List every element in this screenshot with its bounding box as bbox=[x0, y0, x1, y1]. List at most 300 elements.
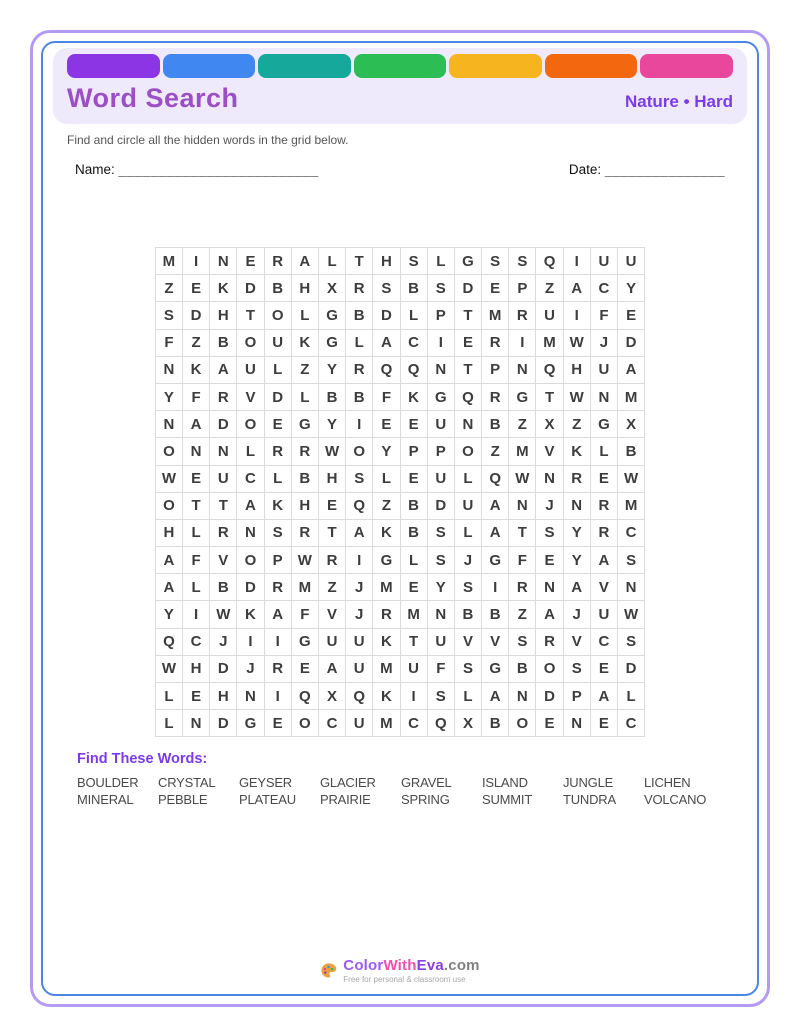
grid-cell-r5c12: T bbox=[454, 356, 481, 383]
grid-cell-r17c1: L bbox=[155, 682, 182, 709]
grid-cell-r7c17: G bbox=[590, 410, 617, 437]
grid-cell-r12c2: F bbox=[182, 546, 209, 573]
grid-cell-r6c9: F bbox=[372, 383, 399, 410]
grid-cell-r4c7: G bbox=[318, 329, 345, 356]
fields-row bbox=[75, 162, 725, 177]
grid-cell-r7c10: E bbox=[400, 410, 427, 437]
grid-cell-r17c14: N bbox=[508, 682, 535, 709]
word-search-grid bbox=[155, 247, 645, 737]
grid-cell-r2c13: E bbox=[481, 274, 508, 301]
grid-cell-r6c16: W bbox=[563, 383, 590, 410]
grid-cell-r18c8: U bbox=[345, 709, 372, 736]
grid-cell-r3c18: E bbox=[617, 301, 644, 328]
grid-cell-r7c16: Z bbox=[563, 410, 590, 437]
grid-cell-r2c10: B bbox=[400, 274, 427, 301]
grid-cell-r14c7: V bbox=[318, 600, 345, 627]
grid-cell-r10c12: U bbox=[454, 492, 481, 519]
color-pill-4 bbox=[354, 54, 447, 78]
grid-cell-r10c11: D bbox=[427, 492, 454, 519]
grid-cell-r12c12: J bbox=[454, 546, 481, 573]
grid-cell-r3c16: I bbox=[563, 301, 590, 328]
name-blank-line: _________________________ bbox=[118, 162, 319, 177]
grid-cell-r16c10: U bbox=[400, 655, 427, 682]
grid-cell-r8c9: Y bbox=[372, 437, 399, 464]
grid-cell-r17c6: Q bbox=[291, 682, 318, 709]
word-list-item: GEYSER bbox=[239, 775, 292, 791]
grid-cell-r7c7: Y bbox=[318, 410, 345, 437]
grid-cell-r13c12: S bbox=[454, 573, 481, 600]
grid-cell-r18c17: E bbox=[590, 709, 617, 736]
grid-cell-r7c14: Z bbox=[508, 410, 535, 437]
grid-cell-r1c9: H bbox=[372, 247, 399, 274]
grid-cell-r10c2: T bbox=[182, 492, 209, 519]
footer bbox=[43, 957, 757, 984]
grid-cell-r10c4: A bbox=[236, 492, 263, 519]
grid-cell-r17c4: N bbox=[236, 682, 263, 709]
grid-cell-r13c5: R bbox=[264, 573, 291, 600]
grid-cell-r9c10: E bbox=[400, 465, 427, 492]
grid-cell-r15c3: J bbox=[209, 628, 236, 655]
grid-cell-r11c8: A bbox=[345, 519, 372, 546]
grid-cell-r11c6: R bbox=[291, 519, 318, 546]
grid-cell-r11c18: C bbox=[617, 519, 644, 546]
grid-cell-r17c2: E bbox=[182, 682, 209, 709]
grid-cell-r5c2: K bbox=[182, 356, 209, 383]
grid-cell-r9c1: W bbox=[155, 465, 182, 492]
grid-cell-r9c13: Q bbox=[481, 465, 508, 492]
grid-cell-r16c18: D bbox=[617, 655, 644, 682]
grid-cell-r6c17: N bbox=[590, 383, 617, 410]
grid-cell-r8c8: O bbox=[345, 437, 372, 464]
grid-cell-r4c16: W bbox=[563, 329, 590, 356]
grid-cell-r11c4: N bbox=[236, 519, 263, 546]
grid-cell-r15c10: T bbox=[400, 628, 427, 655]
grid-cell-r9c7: H bbox=[318, 465, 345, 492]
grid-cell-r6c8: B bbox=[345, 383, 372, 410]
color-pill-5 bbox=[449, 54, 542, 78]
grid-cell-r15c5: I bbox=[264, 628, 291, 655]
grid-cell-r10c1: O bbox=[155, 492, 182, 519]
grid-cell-r14c18: W bbox=[617, 600, 644, 627]
grid-cell-r10c6: H bbox=[291, 492, 318, 519]
grid-cell-r12c7: R bbox=[318, 546, 345, 573]
grid-cell-r16c16: S bbox=[563, 655, 590, 682]
grid-cell-r3c11: P bbox=[427, 301, 454, 328]
grid-cell-r18c11: Q bbox=[427, 709, 454, 736]
brand-segment: With bbox=[383, 957, 417, 974]
word-list-item: CRYSTAL bbox=[158, 775, 216, 791]
grid-cell-r13c18: N bbox=[617, 573, 644, 600]
grid-cell-r1c14: S bbox=[508, 247, 535, 274]
title-row bbox=[67, 83, 733, 114]
grid-cell-r15c6: G bbox=[291, 628, 318, 655]
grid-cell-r2c15: Z bbox=[535, 274, 562, 301]
grid-cell-r4c1: F bbox=[155, 329, 182, 356]
grid-cell-r3c9: D bbox=[372, 301, 399, 328]
grid-cell-r5c16: H bbox=[563, 356, 590, 383]
grid-cell-r13c7: Z bbox=[318, 573, 345, 600]
grid-cell-r14c6: F bbox=[291, 600, 318, 627]
grid-cell-r17c15: D bbox=[535, 682, 562, 709]
grid-cell-r10c7: E bbox=[318, 492, 345, 519]
grid-cell-r13c13: I bbox=[481, 573, 508, 600]
grid-cell-r5c3: A bbox=[209, 356, 236, 383]
word-list-item: PEBBLE bbox=[158, 792, 208, 808]
grid-cell-r18c10: C bbox=[400, 709, 427, 736]
grid-cell-r10c8: Q bbox=[345, 492, 372, 519]
grid-cell-r5c10: Q bbox=[400, 356, 427, 383]
grid-cell-r1c16: I bbox=[563, 247, 590, 274]
grid-cell-r8c2: N bbox=[182, 437, 209, 464]
grid-cell-r5c8: R bbox=[345, 356, 372, 383]
grid-cell-r5c15: Q bbox=[535, 356, 562, 383]
grid-cell-r17c3: H bbox=[209, 682, 236, 709]
grid-cell-r14c4: K bbox=[236, 600, 263, 627]
grid-cell-r7c1: N bbox=[155, 410, 182, 437]
grid-cell-r8c13: Z bbox=[481, 437, 508, 464]
grid-cell-r18c3: D bbox=[209, 709, 236, 736]
grid-cell-r6c13: R bbox=[481, 383, 508, 410]
grid-cell-r1c18: U bbox=[617, 247, 644, 274]
grid-cell-r15c16: V bbox=[563, 628, 590, 655]
grid-cell-r12c4: O bbox=[236, 546, 263, 573]
grid-cell-r11c14: T bbox=[508, 519, 535, 546]
grid-cell-r7c18: X bbox=[617, 410, 644, 437]
grid-cell-r4c18: D bbox=[617, 329, 644, 356]
grid-cell-r12c6: W bbox=[291, 546, 318, 573]
grid-cell-r13c10: E bbox=[400, 573, 427, 600]
grid-cell-r9c4: C bbox=[236, 465, 263, 492]
footer-text bbox=[343, 957, 479, 984]
grid-cell-r13c4: D bbox=[236, 573, 263, 600]
grid-cell-r11c5: S bbox=[264, 519, 291, 546]
word-list-item: JUNGLE bbox=[563, 775, 614, 791]
word-list-item: ISLAND bbox=[482, 775, 528, 791]
header bbox=[53, 48, 747, 124]
grid-cell-r12c9: G bbox=[372, 546, 399, 573]
grid-cell-r14c8: J bbox=[345, 600, 372, 627]
grid-cell-r5c6: Z bbox=[291, 356, 318, 383]
grid-cell-r15c18: S bbox=[617, 628, 644, 655]
grid-cell-r3c2: D bbox=[182, 301, 209, 328]
grid-cell-r13c14: R bbox=[508, 573, 535, 600]
grid-cell-r15c13: V bbox=[481, 628, 508, 655]
grid-cell-r17c11: S bbox=[427, 682, 454, 709]
grid-cell-r14c12: B bbox=[454, 600, 481, 627]
grid-cell-r18c16: N bbox=[563, 709, 590, 736]
grid-cell-r6c2: F bbox=[182, 383, 209, 410]
grid-cell-r2c12: D bbox=[454, 274, 481, 301]
grid-cell-r17c12: L bbox=[454, 682, 481, 709]
grid-cell-r16c11: F bbox=[427, 655, 454, 682]
grid-cell-r9c18: W bbox=[617, 465, 644, 492]
grid-cell-r13c3: B bbox=[209, 573, 236, 600]
grid-cell-r1c12: G bbox=[454, 247, 481, 274]
grid-cell-r18c2: N bbox=[182, 709, 209, 736]
grid-cell-r1c11: L bbox=[427, 247, 454, 274]
date-field bbox=[569, 162, 725, 177]
grid-cell-r16c12: S bbox=[454, 655, 481, 682]
grid-cell-r17c16: P bbox=[563, 682, 590, 709]
grid-cell-r16c13: G bbox=[481, 655, 508, 682]
grid-cell-r4c8: L bbox=[345, 329, 372, 356]
grid-cell-r14c10: M bbox=[400, 600, 427, 627]
grid-cell-r12c11: S bbox=[427, 546, 454, 573]
page-title: Word Search bbox=[67, 83, 239, 113]
grid-cell-r5c9: Q bbox=[372, 356, 399, 383]
grid-cell-r2c4: D bbox=[236, 274, 263, 301]
grid-cell-r11c13: A bbox=[481, 519, 508, 546]
grid-cell-r18c1: L bbox=[155, 709, 182, 736]
brand-link[interactable] bbox=[343, 957, 479, 974]
grid-cell-r14c15: A bbox=[535, 600, 562, 627]
grid-cell-r18c15: E bbox=[535, 709, 562, 736]
grid-cell-r10c16: N bbox=[563, 492, 590, 519]
grid-cell-r10c5: K bbox=[264, 492, 291, 519]
grid-cell-r1c8: T bbox=[345, 247, 372, 274]
grid-cell-r4c15: M bbox=[535, 329, 562, 356]
grid-cell-r16c9: M bbox=[372, 655, 399, 682]
grid-cell-r16c1: W bbox=[155, 655, 182, 682]
grid-cell-r7c4: O bbox=[236, 410, 263, 437]
brand-segment: Color bbox=[343, 957, 384, 974]
grid-cell-r15c11: U bbox=[427, 628, 454, 655]
grid-cell-r1c6: A bbox=[291, 247, 318, 274]
grid-cell-r12c8: I bbox=[345, 546, 372, 573]
word-list-item: MINERAL bbox=[77, 792, 134, 808]
grid-cell-r16c15: O bbox=[535, 655, 562, 682]
grid-cell-r12c18: S bbox=[617, 546, 644, 573]
grid-cell-r16c14: B bbox=[508, 655, 535, 682]
grid-cell-r14c2: I bbox=[182, 600, 209, 627]
grid-cell-r16c8: U bbox=[345, 655, 372, 682]
grid-cell-r10c3: T bbox=[209, 492, 236, 519]
theme-difficulty-badge: Nature • Hard bbox=[625, 92, 733, 111]
grid-cell-r8c17: L bbox=[590, 437, 617, 464]
grid-cell-r14c16: J bbox=[563, 600, 590, 627]
grid-cell-r3c14: R bbox=[508, 301, 535, 328]
grid-cell-r2c7: X bbox=[318, 274, 345, 301]
word-list-item: SPRING bbox=[401, 792, 450, 808]
grid-cell-r17c5: I bbox=[264, 682, 291, 709]
grid-cell-r9c6: B bbox=[291, 465, 318, 492]
grid-cell-r17c10: I bbox=[400, 682, 427, 709]
grid-cell-r15c14: S bbox=[508, 628, 535, 655]
grid-cell-r5c18: A bbox=[617, 356, 644, 383]
grid-cell-r18c13: B bbox=[481, 709, 508, 736]
grid-cell-r11c10: B bbox=[400, 519, 427, 546]
grid-cell-r6c1: Y bbox=[155, 383, 182, 410]
grid-cell-r14c14: Z bbox=[508, 600, 535, 627]
grid-cell-r1c3: N bbox=[209, 247, 236, 274]
grid-cell-r13c6: M bbox=[291, 573, 318, 600]
instruction-text: Find and circle all the hidden words in the grid below. bbox=[67, 133, 349, 147]
grid-cell-r13c11: Y bbox=[427, 573, 454, 600]
grid-cell-r3c8: B bbox=[345, 301, 372, 328]
grid-cell-r18c14: O bbox=[508, 709, 535, 736]
grid-cell-r9c5: L bbox=[264, 465, 291, 492]
color-pill-6 bbox=[545, 54, 638, 78]
word-list-item: SUMMIT bbox=[482, 792, 533, 808]
grid-cell-r7c9: E bbox=[372, 410, 399, 437]
grid-cell-r11c17: R bbox=[590, 519, 617, 546]
color-pill-1 bbox=[67, 54, 160, 78]
grid-cell-r8c5: R bbox=[264, 437, 291, 464]
grid-cell-r2c11: S bbox=[427, 274, 454, 301]
grid-cell-r7c12: N bbox=[454, 410, 481, 437]
grid-cell-r11c7: T bbox=[318, 519, 345, 546]
grid-cell-r10c9: Z bbox=[372, 492, 399, 519]
grid-cell-r2c18: Y bbox=[617, 274, 644, 301]
grid-cell-r12c17: A bbox=[590, 546, 617, 573]
grid-cell-r3c7: G bbox=[318, 301, 345, 328]
name-field bbox=[75, 162, 319, 177]
grid-cell-r4c10: C bbox=[400, 329, 427, 356]
grid-cell-r9c3: U bbox=[209, 465, 236, 492]
word-list-item: TUNDRA bbox=[563, 792, 616, 808]
grid-cell-r12c15: E bbox=[535, 546, 562, 573]
grid-cell-r9c9: L bbox=[372, 465, 399, 492]
grid-cell-r4c3: B bbox=[209, 329, 236, 356]
color-pill-7 bbox=[640, 54, 733, 78]
word-list-item: GLACIER bbox=[320, 775, 376, 791]
grid-cell-r5c7: Y bbox=[318, 356, 345, 383]
word-list-item: PLATEAU bbox=[239, 792, 296, 808]
grid-cell-r3c10: L bbox=[400, 301, 427, 328]
grid-cell-r11c11: S bbox=[427, 519, 454, 546]
grid-cell-r11c2: L bbox=[182, 519, 209, 546]
grid-cell-r11c3: R bbox=[209, 519, 236, 546]
grid-cell-r2c3: K bbox=[209, 274, 236, 301]
grid-cell-r6c10: K bbox=[400, 383, 427, 410]
grid-cell-r3c3: H bbox=[209, 301, 236, 328]
grid-cell-r1c1: M bbox=[155, 247, 182, 274]
grid-cell-r5c11: N bbox=[427, 356, 454, 383]
grid-cell-r2c1: Z bbox=[155, 274, 182, 301]
grid-cell-r9c16: R bbox=[563, 465, 590, 492]
grid-cell-r9c17: E bbox=[590, 465, 617, 492]
grid-cell-r8c3: N bbox=[209, 437, 236, 464]
grid-cell-r18c6: O bbox=[291, 709, 318, 736]
grid-cell-r11c16: Y bbox=[563, 519, 590, 546]
grid-cell-r12c16: Y bbox=[563, 546, 590, 573]
color-pill-3 bbox=[258, 54, 351, 78]
grid-cell-r3c1: S bbox=[155, 301, 182, 328]
word-list-item: PRAIRIE bbox=[320, 792, 371, 808]
grid-cell-r8c14: M bbox=[508, 437, 535, 464]
grid-cell-r8c11: P bbox=[427, 437, 454, 464]
grid-cell-r3c17: F bbox=[590, 301, 617, 328]
grid-cell-r18c4: G bbox=[236, 709, 263, 736]
grid-cell-r9c15: N bbox=[535, 465, 562, 492]
grid-cell-r3c15: U bbox=[535, 301, 562, 328]
color-bar bbox=[67, 54, 733, 78]
grid-cell-r3c6: L bbox=[291, 301, 318, 328]
grid-cell-r2c8: R bbox=[345, 274, 372, 301]
grid-cell-r18c7: C bbox=[318, 709, 345, 736]
grid-cell-r17c7: X bbox=[318, 682, 345, 709]
grid-cell-r9c2: E bbox=[182, 465, 209, 492]
grid-cell-r8c10: P bbox=[400, 437, 427, 464]
grid-cell-r1c4: E bbox=[236, 247, 263, 274]
grid-cell-r5c13: P bbox=[481, 356, 508, 383]
grid-cell-r4c4: O bbox=[236, 329, 263, 356]
grid-cell-r17c18: L bbox=[617, 682, 644, 709]
grid-cell-r6c15: T bbox=[535, 383, 562, 410]
brand-segment: Eva bbox=[416, 957, 444, 974]
grid-cell-r12c5: P bbox=[264, 546, 291, 573]
grid-cell-r10c15: J bbox=[535, 492, 562, 519]
grid-cell-r13c15: N bbox=[535, 573, 562, 600]
grid-cell-r8c12: O bbox=[454, 437, 481, 464]
grid-cell-r4c9: A bbox=[372, 329, 399, 356]
grid-cell-r2c14: P bbox=[508, 274, 535, 301]
grid-cell-r12c1: A bbox=[155, 546, 182, 573]
grid-cell-r11c12: L bbox=[454, 519, 481, 546]
grid-cell-r6c11: G bbox=[427, 383, 454, 410]
grid-cell-r3c4: T bbox=[236, 301, 263, 328]
grid-cell-r14c9: R bbox=[372, 600, 399, 627]
grid-cell-r2c17: C bbox=[590, 274, 617, 301]
grid-cell-r1c2: I bbox=[182, 247, 209, 274]
grid-cell-r7c3: D bbox=[209, 410, 236, 437]
grid-cell-r14c1: Y bbox=[155, 600, 182, 627]
grid-cell-r7c5: E bbox=[264, 410, 291, 437]
grid-cell-r1c10: S bbox=[400, 247, 427, 274]
grid-cell-r16c7: A bbox=[318, 655, 345, 682]
grid-cell-r16c2: H bbox=[182, 655, 209, 682]
grid-cell-r2c5: B bbox=[264, 274, 291, 301]
grid-cell-r16c17: E bbox=[590, 655, 617, 682]
grid-cell-r1c5: R bbox=[264, 247, 291, 274]
grid-cell-r15c2: C bbox=[182, 628, 209, 655]
grid-cell-r10c18: M bbox=[617, 492, 644, 519]
grid-cell-r6c6: L bbox=[291, 383, 318, 410]
grid-cell-r8c6: R bbox=[291, 437, 318, 464]
grid-cell-r17c17: A bbox=[590, 682, 617, 709]
grid-cell-r3c5: O bbox=[264, 301, 291, 328]
grid-cell-r8c4: L bbox=[236, 437, 263, 464]
grid-cell-r8c1: O bbox=[155, 437, 182, 464]
grid-cell-r10c14: N bbox=[508, 492, 535, 519]
grid-cell-r8c18: B bbox=[617, 437, 644, 464]
grid-cell-r12c13: G bbox=[481, 546, 508, 573]
grid-cell-r17c9: K bbox=[372, 682, 399, 709]
grid-cell-r4c5: U bbox=[264, 329, 291, 356]
grid-cell-r9c11: U bbox=[427, 465, 454, 492]
grid-cell-r1c17: U bbox=[590, 247, 617, 274]
grid-cell-r14c3: W bbox=[209, 600, 236, 627]
grid-cell-r4c2: Z bbox=[182, 329, 209, 356]
grid-cell-r13c16: A bbox=[563, 573, 590, 600]
grid-cell-r6c18: M bbox=[617, 383, 644, 410]
grid-cell-r18c12: X bbox=[454, 709, 481, 736]
grid-cell-r8c15: V bbox=[535, 437, 562, 464]
grid-cell-r7c13: B bbox=[481, 410, 508, 437]
grid-cell-r3c12: T bbox=[454, 301, 481, 328]
date-label: Date: bbox=[568, 162, 602, 177]
word-list-heading: Find These Words: bbox=[77, 751, 208, 768]
grid-cell-r5c5: L bbox=[264, 356, 291, 383]
grid-cell-r9c12: L bbox=[454, 465, 481, 492]
grid-cell-r15c7: U bbox=[318, 628, 345, 655]
footer-tagline: Free for personal & classroom use bbox=[343, 975, 466, 984]
grid-cell-r6c5: D bbox=[264, 383, 291, 410]
grid-cell-r10c10: B bbox=[400, 492, 427, 519]
name-label: Name: bbox=[75, 162, 115, 177]
grid-cell-r5c17: U bbox=[590, 356, 617, 383]
grid-cell-r5c14: N bbox=[508, 356, 535, 383]
